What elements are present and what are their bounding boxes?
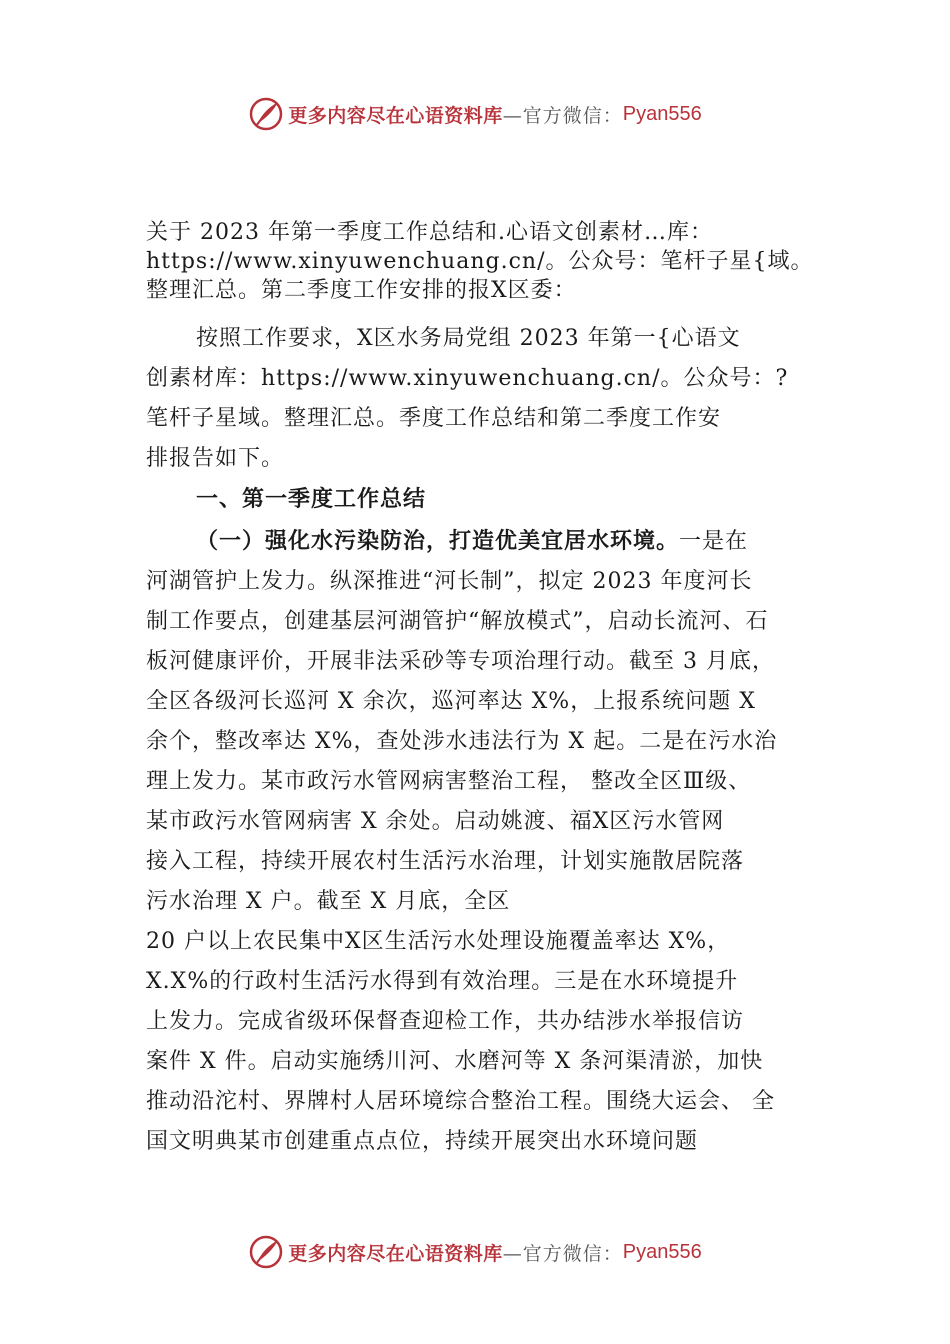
paragraph-line: 推动沿沱村、界牌村人居环境综合整治工程。围绕大运会、 全 — [146, 1089, 775, 1114]
banner-wechat-label: —官方微信： — [502, 1242, 623, 1265]
paragraph-line: 全区各级河长巡河 X 余次，巡河率达 X%，上报系统问题 X — [146, 689, 756, 714]
paragraph-first-line — [146, 521, 826, 562]
section-title: 一、第一季度工作总结 — [196, 487, 427, 512]
paragraph-line: 河湖管护上发力。纵深推进“河长制”，拟定 2023 年度河长 — [146, 569, 753, 594]
paragraph-line: 理上发力。某市政污水管网病害整治工程， 整改全区Ⅲ级、 — [146, 769, 752, 794]
paragraph-line: 余个，整改率达 X%，查处涉水违法行为 X 起。二是在污水治 — [146, 729, 778, 754]
header-watermark-banner — [0, 94, 950, 134]
paragraph-line: 20 户以上农民集中X区生活污水处理设施覆盖率达 X%， — [146, 929, 731, 954]
footer-watermark-banner — [0, 1232, 950, 1272]
paragraph-line: 上发力。完成省级环保督查迎检工作，共办结涉水举报信访 — [146, 1009, 745, 1034]
paragraph-line: 污水治理 X 户。截至 X 月底，全区 — [146, 889, 511, 914]
subsection-title: （一）强化水污染防治，打造优美宜居水环境。 — [196, 528, 680, 554]
paragraph-line: 板河健康评价，开展非法采砂等专项治理行动。截至 3 月底， — [146, 649, 775, 674]
heading-line: https://www.xinyuwenchuang.cn/。公众号：笔杆子星{域。 — [146, 249, 814, 274]
intro-line: 排报告如下。 — [146, 446, 285, 471]
quill-pen-logo-icon — [248, 1234, 284, 1270]
paragraph-line: 某市政污水管网病害 X 余处。启动姚渡、福X区污水管网 — [146, 809, 725, 834]
quill-pen-logo-icon — [248, 96, 284, 132]
paragraph-line: X.X%的行政村生活污水得到有效治理。三是在水环境提升 — [146, 969, 739, 994]
section-paragraph — [146, 521, 826, 1162]
document-body — [146, 218, 826, 1162]
paragraph-line: 制工作要点，创建基层河湖管护“解放模式”，启动长流河、石 — [146, 609, 769, 634]
intro-line: 笔杆子星域。整理汇总。季度工作总结和第二季度工作安 — [146, 406, 722, 431]
paragraph-text: 一是在 — [679, 529, 749, 554]
heading-line: 关于 2023 年第一季度工作总结和.心语文创素材…库： — [146, 220, 713, 245]
intro-paragraph — [146, 319, 826, 479]
paragraph-line: 国文明典某市创建重点点位，持续开展突出水环境问题 — [146, 1129, 699, 1154]
banner-brand: 更多内容尽在心语资料库 — [288, 1242, 503, 1265]
banner-wechat-label: —官方微信： — [502, 104, 623, 127]
paragraph-line: 案件 X 件。启动实施绣川河、水磨河等 X 条河渠清淤，加快 — [146, 1049, 764, 1074]
banner-wechat-id: Pyan556 — [622, 102, 702, 125]
heading-line: 整理汇总。第二季度工作安排的报X区委： — [146, 278, 577, 303]
banner-brand: 更多内容尽在心语资料库 — [288, 104, 503, 127]
intro-line: 创素材库：https://www.xinyuwenchuang.cn/。公众号：? — [146, 366, 789, 391]
banner-wechat-id: Pyan556 — [622, 1240, 702, 1263]
document-heading — [146, 218, 826, 305]
paragraph-line: 接入工程，持续开展农村生活污水治理，计划实施散居院落 — [146, 849, 745, 874]
intro-line: 按照工作要求，X区水务局党组 2023 年第一{心语文 — [196, 326, 741, 351]
